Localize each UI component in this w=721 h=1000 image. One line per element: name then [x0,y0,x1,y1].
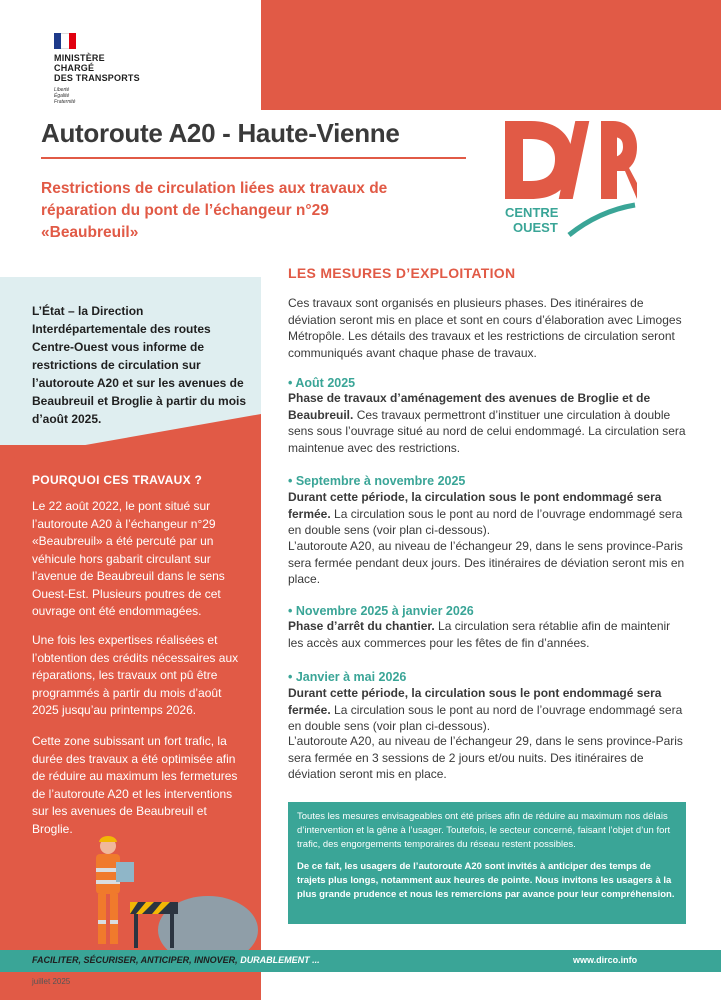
phase-2-body-2: L’autoroute A20, au niveau de l’échangeur 29, dans le sens province-Paris sera fermée pendant deux jours. Des itinéraires de déviation seront mis en place. [288,539,685,586]
phase-4-body: Durant cette période, la circulation sous le pont endommagé sera fermée. La circulation sous le pont au nord de l’ouvrage endommagé sera en double sens (voir plan ci-dessous). [288,686,683,733]
phase-2-heading: • Septembre à novembre 2025 [288,474,466,488]
publication-date: juillet 2025 [32,977,71,986]
phase-4-heading: • Janvier à mai 2026 [288,670,407,684]
marianne-flag-icon [54,33,76,49]
why-paragraph-3: Cette zone subissant un fort trafic, la durée des travaux a été optimisée afin de réduire au maximum les fermetures de l’autoroute A20 et les interventions sur les avenues de Beaubreuil et Broglie. [32,734,238,836]
notice-box [288,802,686,924]
footer-url[interactable]: www.dirco.info [573,955,638,965]
why-paragraph-2: Une fois les expertises réalisées et l’obtention des crédits nécessaires aux réparations, les travaux ont pû être programmés à partir du mois d’août 2025 jusqu’au printemps 2026. [32,633,239,717]
page-title: Autoroute A20 - Haute-Vienne [41,118,400,148]
title-divider [41,157,466,159]
footer-tagline: FACILITER, SÉCURISER, ANTICIPER, INNOVER, DURABLEMENT ... [32,955,320,965]
notice-paragraph-2: De ce fait, les usagers de l’autoroute A20 sont invités à anticiper des temps de trajets plus longs, notamment aux heures de pointe. Nous invitons les usagers à la plus grande prudence et nous les remercions par avance pour leur compréhension. [297,861,675,900]
phase-1-body: Phase de travaux d’aménagement des avenues de Broglie et de Beaubreuil. Ces travaux permettront d’instituer une circulation à double sens sous l’ouvrage situé au nord de celui endommagé. La circulation sera maintenue avec des restrictions. [288,391,686,455]
phase-1-heading: • Août 2025 [288,376,356,390]
mesures-title: LES MESURES D’EXPLOITATION [288,265,516,281]
footer-bar [0,950,721,972]
mesures-intro: Ces travaux sont organisés en plusieurs phases. Des itinéraires de déviation seront mis en place et sont en cours d’élaboration avec Limoges Métropôle. Les détails des travaux et les restrictions de circulation seront communiqués avant chaque phase de travaux. [288,296,682,360]
phase-2-body: Durant cette période, la circulation sous le pont endommagé sera fermée. La circulation sous le pont au nord de l’ouvrage endommagé sera en double sens (voir plan ci-dessous). [288,490,683,537]
phase-3-body: Phase d’arrêt du chantier. La circulation sera rétablie afin de maintenir les accès aux commerces pour les fêtes de fin d’années. [288,619,671,650]
header-red-area [261,0,721,110]
dir-logo-line2: OUEST [513,220,558,235]
roadwork-worker-illustration [90,820,270,950]
ministry-name: MINISTÈRE CHARGÉ DES TRANSPORTS [54,53,140,83]
why-title: POURQUOI CES TRAVAUX ? [32,473,203,487]
notice-paragraph-1: Toutes les mesures envisageables ont été prises afin de réduire au maximum nos délais d’intervention et la gêne à l’usager. Toutefois, le secteur concerné, faisant l’objet d’un fort trafic, des engorgements temporaires du réseau restent possibles. [297,811,671,850]
republic-motto: Liberté Égalité Fraternité [54,87,76,105]
intro-text: L’État – la Direction Interdépartementale des routes Centre-Ouest vous informe de restrictions de circulation sur l’autoroute A20 et sur les avenues de Beaubreuil et Broglie à partir du mois d’août 2025. [32,304,247,426]
panel-diagonal [0,400,261,460]
ministry-logo [41,22,221,108]
page-subtitle: Restrictions de circulation liées aux travaux de réparation du pont de l’échangeur n°29 «Beaubreuil» [41,180,388,241]
dir-centre-ouest-logo [497,113,637,243]
phase-4-body-2: L’autoroute A20, au niveau de l’échangeur 29, dans le sens province-Paris sera fermée en 3 sessions de 2 jours et/ou nuits. Des itinéraires de déviation seront mis en place. [288,734,683,781]
why-paragraph-1: Le 22 août 2022, le pont situé sur l’autoroute A20 à l’échangeur n°29 «Beaubreuil» a été percuté par un véhicule hors gabarit circulant sur l’avenue de Beaubreuil dans le sens Ouest-Est. Plusieurs poutres de cet ouvrage ont été endommagées. [32,499,225,618]
dir-logo-line1: CENTRE [505,205,559,220]
phase-3-heading: • Novembre 2025 à janvier 2026 [288,604,474,618]
